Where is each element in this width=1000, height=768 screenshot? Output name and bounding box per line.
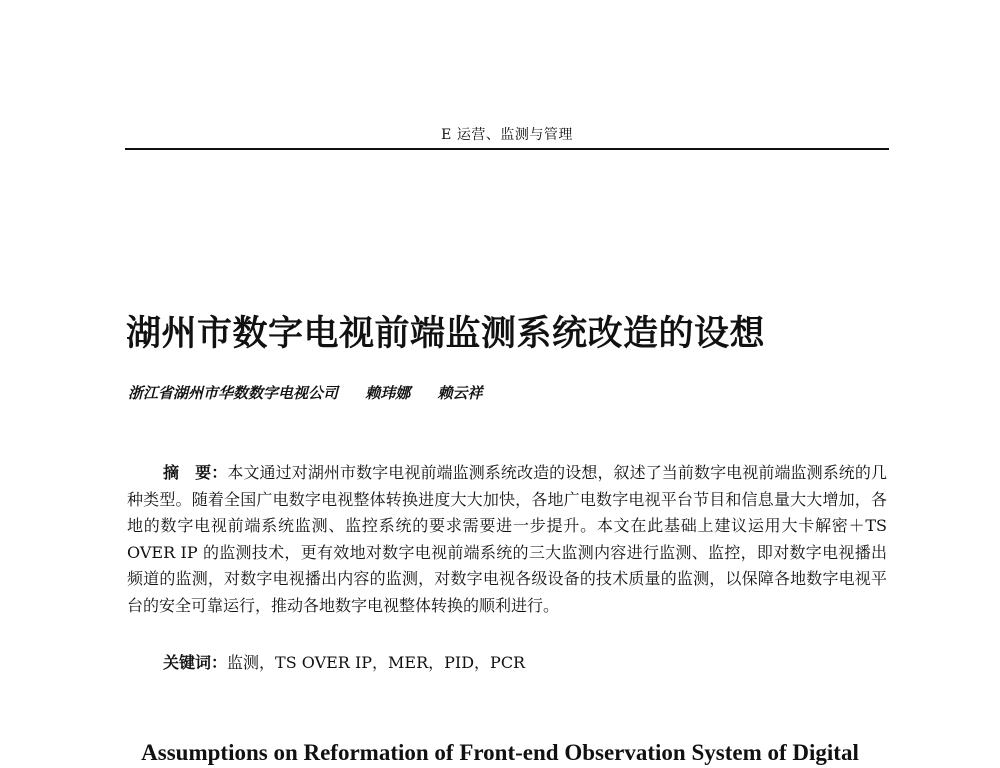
abstract-text: 本文通过对湖州市数字电视前端监测系统改造的设想，叙述了当前数字电视前端监测系统的几种类型。随着全国广电数字电视整体转换进度大大加快，各地广电数字电视平台节目和信息量大大增加，各地的数字电视前端系统监测、监控系统的要求需要进一步提升。本文在此基础上建议运用大卡解密＋TS OVER IP 的监测技术，更有效地对数字电视前端系统的三大监测内容进行监测、监控，即对数字电视播出频道的监测，对数字电视播出内容的监测，对数字电视各级设备的技术质量的监测，以保障各地数字电视平台的安全可靠运行，推动各地数字电视整体转换的顺利进行。 (127, 463, 887, 615)
keywords-text: 监测，TS OVER IP，MER，PID，PCR (227, 653, 526, 672)
byline (128, 383, 888, 403)
abstract (127, 460, 887, 619)
affiliation: 浙江省湖州市华数数字电视公司 (128, 384, 339, 402)
running-head (125, 126, 889, 150)
english-title: Assumptions on Reformation of Front-end Observation System of Digital (141, 740, 859, 765)
article-title: 湖州市数字电视前端监测系统改造的设想 (126, 313, 766, 355)
author-1: 赖玮娜 (365, 384, 411, 402)
keywords (163, 651, 883, 675)
running-head-text: E 运营、监测与管理 (441, 127, 573, 143)
author-2: 赖云祥 (437, 384, 483, 402)
keywords-label: 关键词： (163, 653, 228, 672)
abstract-label: 摘 要： (163, 463, 228, 482)
